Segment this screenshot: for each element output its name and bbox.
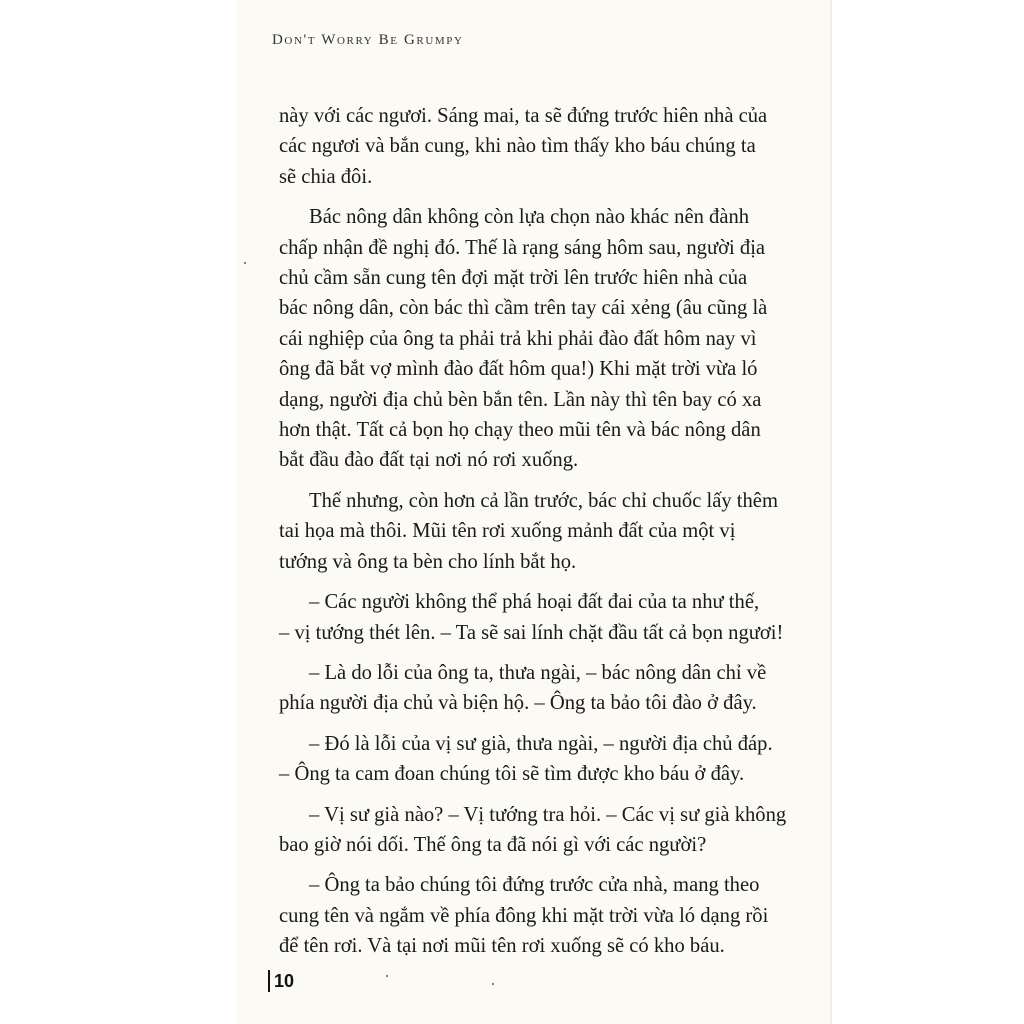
text-line: để tên rơi. Và tại nơi mũi tên rơi xuống sẽ có kho báu. [279,935,725,958]
text-line: tướng và ông ta bèn cho lính bắt họ. [279,550,577,573]
text-line: – Các người không thể phá hoại đất đai của ta như thế, [309,591,760,614]
dialogue-paragraph [279,870,829,961]
paragraph [279,486,829,577]
page-footer [268,970,294,992]
text-line: bắt đầu đào đất tại nơi nó rơi xuống. [279,449,579,472]
text-line: các ngươi và bắn cung, khi nào tìm thấy kho báu chúng ta [279,135,756,158]
text-line: chấp nhận đề nghị đó. Thế là rạng sáng hôm sau, người địa [279,236,766,259]
text-line: ông đã bắt vợ mình đào đất hôm qua!) Khi mặt trời vừa ló [279,358,758,381]
print-speck [492,983,494,985]
text-line: – Ông ta bảo chúng tôi đứng trước cửa nhà, mang theo [309,874,760,897]
dialogue-paragraph [279,800,829,861]
dialogue-paragraph [279,658,829,719]
paragraph [279,202,829,476]
text-line: tai họa mà thôi. Mũi tên rơi xuống mảnh đất của một vị [279,520,736,543]
text-line: – Ông ta cam đoan chúng tôi sẽ tìm được kho báu ở đây. [279,763,745,786]
text-line: này với các ngươi. Sáng mai, ta sẽ đứng trước hiên nhà của [279,105,768,127]
text-line: – vị tướng thét lên. – Ta sẽ sai lính chặt đầu tất cả bọn ngươi! [279,621,784,644]
page-number: 10 [274,970,295,991]
page-body [279,101,829,972]
paragraph [279,101,829,192]
text-line: – Là do lỗi của ông ta, thưa ngài, – bác nông dân chỉ về [309,661,767,684]
text-line: – Vị sư già nào? – Vị tướng tra hỏi. – Các vị sư già không [309,803,787,826]
text-line: – Đó là lỗi của vị sư già, thưa ngài, – người địa chủ đáp. [309,732,773,755]
text-line: phía người địa chủ và biện hộ. – Ông ta bảo tôi đào ở đây. [279,692,757,715]
dialogue-paragraph [279,587,829,648]
text-line: Thế nhưng, còn hơn cả lần trước, bác chỉ chuốc lấy thêm [309,489,778,512]
dialogue-paragraph [279,729,829,790]
text-line: bao giờ nói dối. Thế ông ta đã nói gì với các người? [279,833,707,856]
text-line: hơn thật. Tất cả bọn họ chạy theo mũi tên và bác nông dân [279,419,761,442]
page-number-rule [268,970,270,992]
text-line: dạng, người địa chủ bèn bắn tên. Lần này thì tên bay có xa [279,388,762,411]
text-line: chủ cầm sẵn cung tên đợi mặt trời lên trước hiên nhà của [279,267,748,290]
text-line: cung tên và ngắm về phía đông khi mặt trời vừa ló dạng rồi [279,904,769,927]
running-header: Don't Worry Be Grumpy [272,32,464,48]
text-line: cái nghiệp của ông ta phải trả khi phải đào đất hôm nay vì [279,327,757,350]
print-speck [244,262,246,264]
text-line: Bác nông dân không còn lựa chọn nào khác nên đành [309,206,750,229]
text-line: bác nông dân, còn bác thì cầm trên tay cái xẻng (âu cũng là [279,297,768,320]
text-line: sẽ chia đôi. [279,165,373,188]
print-speck [386,975,388,977]
